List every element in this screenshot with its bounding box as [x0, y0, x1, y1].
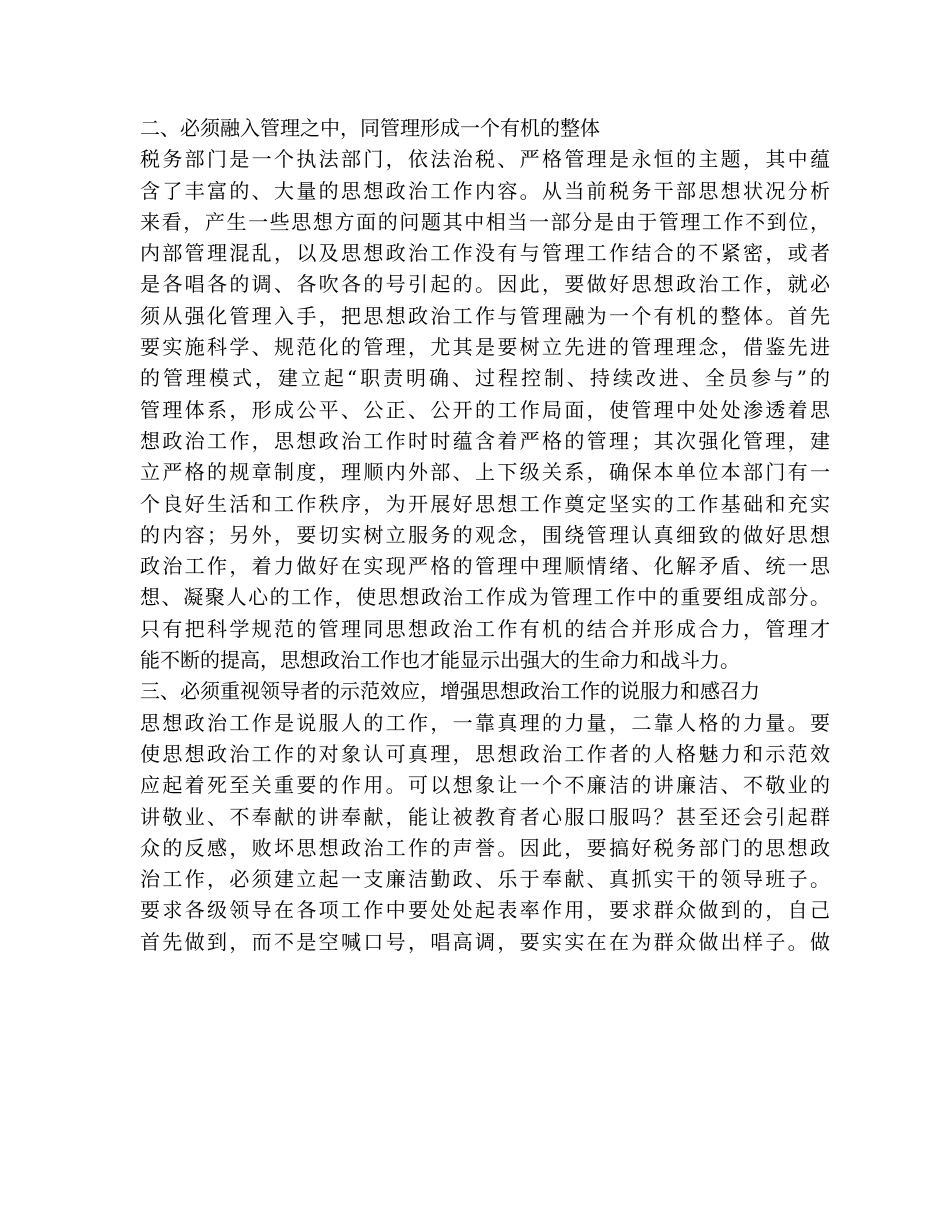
paragraph-line: 的内容；另外，要切实树立服务的观念，围绕管理认真细致的做好思想 [140, 522, 830, 547]
section-heading-2: 二、必须融入管理之中，同管理形成一个有机的整体 [140, 116, 600, 140]
paragraph-line: 只有把科学规范的管理同思想政治工作有机的结合并形成合力，管理才 [140, 616, 830, 641]
paragraph-line: 内部管理混乱，以及思想政治工作没有与管理工作结合的不紧密，或者 [140, 241, 830, 266]
paragraph-line: 管理体系，形成公平、公正、公开的工作局面，使管理中处处渗透着思 [140, 397, 830, 422]
paragraph-line: 要求各级领导在各项工作中要处处起表率作用，要求群众做到的，自己 [140, 898, 830, 923]
body-text [140, 113, 830, 958]
paragraph-line: 要实施科学、规范化的管理，尤其是要树立先进的管理理念，借鉴先进 [140, 335, 830, 360]
paragraph-line: 含了丰富的、大量的思想政治工作内容。从当前税务干部思想状况分析 [140, 178, 830, 203]
paragraph-line: 应起着死至关重要的作用。可以想象让一个不廉洁的讲廉洁、不敬业的 [140, 773, 830, 798]
paragraph-line: 税务部门是一个执法部门，依法治税、严格管理是永恒的主题，其中蕴 [140, 147, 830, 172]
paragraph-line: 个良好生活和工作秩序，为开展好思想工作奠定坚实的工作基础和充实 [140, 491, 830, 516]
paragraph-line: 讲敬业、不奉献的讲奉献，能让被教育者心服口服吗？甚至还会引起群 [140, 804, 830, 829]
paragraph-line: 能不断的提高，思想政治工作也才能显示出强大的生命力和战斗力。 [140, 648, 740, 673]
paragraph-line: 想、凝聚人心的工作，使思想政治工作成为管理工作中的重要组成部分。 [140, 585, 830, 610]
paragraph-line: 须从强化管理入手，把思想政治工作与管理融为一个有机的整体。首先 [140, 303, 830, 328]
paragraph-line: 众的反感，败坏思想政治工作的声誉。因此，要搞好税务部门的思想政 [140, 835, 830, 860]
paragraph-line: 思想政治工作是说服人的工作，一靠真理的力量，二靠人格的力量。要 [140, 710, 830, 735]
section-heading-3: 三、必须重视领导者的示范效应，增强思想政治工作的说服力和感召力 [140, 679, 760, 704]
paragraph-line: 立严格的规章制度，理顺内外部、上下级关系，确保本单位本部门有一 [140, 460, 830, 485]
paragraph-line: 来看，产生一些思想方面的问题其中相当一部分是由于管理工作不到位， [140, 209, 830, 234]
paragraph-line: 首先做到，而不是空喊口号，唱高调，要实实在在为群众做出样子。做 [140, 929, 830, 954]
paragraph-line: 治工作，必须建立起一支廉洁勤政、乐于奉献、真抓实干的领导班子。 [140, 867, 830, 892]
paragraph-line: 是各唱各的调、各吹各的号引起的。因此，要做好思想政治工作，就必 [140, 272, 830, 297]
paragraph-line: 想政治工作，思想政治工作时时蕴含着严格的管理；其次强化管理，建 [140, 428, 830, 453]
paragraph-line: 政治工作，着力做好在实现严格的管理中理顺情绪、化解矛盾、统一思 [140, 554, 830, 579]
paragraph-line: 使思想政治工作的对象认可真理，思想政治工作者的人格魅力和示范效 [140, 741, 830, 766]
paragraph-line: 的管理模式，建立起“职责明确、过程控制、持续改进、全员参与”的 [140, 366, 830, 391]
